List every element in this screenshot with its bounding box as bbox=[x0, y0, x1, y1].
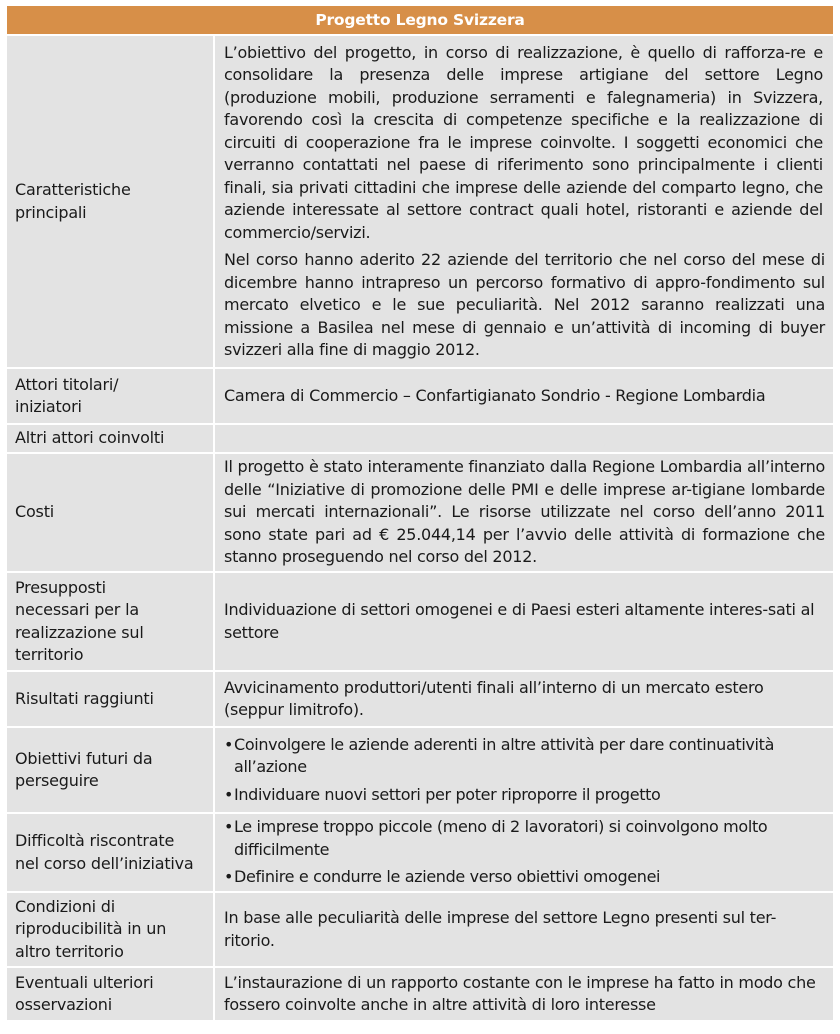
table-row bbox=[7, 968, 833, 1020]
bullet-icon: • bbox=[224, 867, 234, 887]
table-row bbox=[7, 893, 833, 966]
label-text: Costi bbox=[15, 502, 55, 522]
row-value bbox=[215, 814, 833, 891]
table-row bbox=[7, 672, 833, 726]
bullet-text: Definire e condurre le aziende verso obiettivi omogenei bbox=[234, 867, 661, 887]
paragraph: Camera di Commercio – Confartigianato Sondrio - Regione Lombardia bbox=[224, 385, 766, 405]
row-value bbox=[215, 573, 833, 670]
row-label bbox=[7, 454, 213, 571]
row-value bbox=[215, 728, 833, 812]
label-text: Difficoltà riscontrate nel corso dell’iniziativa bbox=[15, 831, 194, 873]
paragraph: In base alle peculiarità delle imprese del settore Legno presenti sul ter-ritorio. bbox=[224, 908, 777, 950]
table-row bbox=[7, 728, 833, 812]
row-label bbox=[7, 893, 213, 966]
row-value bbox=[215, 672, 833, 726]
row-value bbox=[215, 893, 833, 966]
row-label bbox=[7, 369, 213, 423]
row-value bbox=[215, 454, 833, 571]
label-text: Risultati raggiunti bbox=[15, 688, 154, 708]
label-text: Altri attori coinvolti bbox=[15, 428, 165, 448]
bullet-item bbox=[224, 816, 825, 861]
row-value bbox=[215, 968, 833, 1020]
label-text: Attori titolari/ iniziatori bbox=[15, 374, 119, 416]
table-row bbox=[7, 814, 833, 891]
row-label bbox=[7, 968, 213, 1020]
paragraph: Il progetto è stato interamente finanziato dalla Regione Lombardia all’interno delle “Iniziative di promozione delle PMI e delle imprese ar-tigiane lombarde sui mercati internazionali”. Le risorse utilizzate nel corso dell’anno 2011 sono state pari ad € 25.044,14 per l’avvio delle attività di formazione che stanno proseguendo nel corso del 2012. bbox=[224, 457, 825, 567]
row-label bbox=[7, 425, 213, 452]
bullet-item bbox=[224, 866, 825, 889]
paragraph: Individuazione di settori omogenei e di Paesi esteri altamente interes-sati al settore bbox=[224, 600, 815, 642]
paragraph: L’instaurazione di un rapporto costante con le imprese ha fatto in modo che fossero coinvolte anche in altre attività di loro interesse bbox=[224, 972, 816, 1014]
table-title: Progetto Legno Svizzera bbox=[7, 6, 833, 34]
paragraph: L’obiettivo del progetto, in corso di realizzazione, è quello di rafforza-re e consolidare la presenza delle imprese artigiane del settore Legno (produzione mobili, produzione serramenti e falegnameria) in Svizzera, favorendo così la crescita di competenze specifiche e la realizzazione di circuiti di cooperazione fra le imprese coinvolte. I soggetti economici che verranno contattati nel paese di riferimento sono principalmente i clienti finali, sia privati cittadini che imprese delle aziende del comparto legno, che aziende interessate al settore contract quali hotel, ristoranti e aziende del commercio/servizi. bbox=[224, 42, 823, 242]
paragraph: Nel corso hanno aderito 22 aziende del territorio che nel corso del mese di dicembre hanno intrapreso un percorso formativo di appro-fondimento sul mercato elvetico e le sue peculiarità. Nel 2012 saranno realizzati una missione a Basilea nel mese di gennaio e un’attività di incoming di buyer svizzeri alla fine di maggio 2012. bbox=[224, 250, 825, 359]
table-row bbox=[7, 425, 833, 452]
row-value bbox=[215, 369, 833, 423]
table-row bbox=[7, 36, 833, 367]
row-value-empty bbox=[215, 425, 833, 452]
table-row bbox=[7, 369, 833, 423]
label-text: Caratteristiche principali bbox=[15, 180, 131, 222]
bullet-icon: • bbox=[224, 784, 234, 804]
row-value bbox=[215, 36, 833, 367]
label-text: Obiettivi futuri da perseguire bbox=[15, 748, 153, 790]
row-label bbox=[7, 36, 213, 367]
row-label bbox=[7, 672, 213, 726]
row-label bbox=[7, 814, 213, 891]
bullet-icon: • bbox=[224, 734, 234, 754]
label-text: Presupposti necessari per la realizzazione sul territorio bbox=[15, 577, 144, 664]
bullet-icon: • bbox=[224, 817, 234, 837]
label-text: Condizioni di riproducibilità in un altro territorio bbox=[15, 896, 167, 961]
table-row bbox=[7, 573, 833, 670]
bullet-text: Le imprese troppo piccole (meno di 2 lavoratori) si coinvolgono molto difficilmente bbox=[234, 817, 768, 859]
paragraph: Avvicinamento produttori/utenti finali all’interno di un mercato estero (seppur limitrofo). bbox=[224, 677, 764, 719]
bullet-text: Individuare nuovi settori per poter riproporre il progetto bbox=[234, 784, 661, 804]
table-row bbox=[7, 454, 833, 571]
row-label bbox=[7, 728, 213, 812]
bullet-item bbox=[224, 734, 825, 779]
bullet-text: Coinvolgere le aziende aderenti in altre attività per dare continuatività all’azione bbox=[234, 734, 775, 777]
bullet-item bbox=[224, 784, 825, 807]
label-text: Eventuali ulteriori osservazioni bbox=[15, 972, 154, 1014]
row-label bbox=[7, 573, 213, 670]
project-table bbox=[7, 6, 833, 1020]
